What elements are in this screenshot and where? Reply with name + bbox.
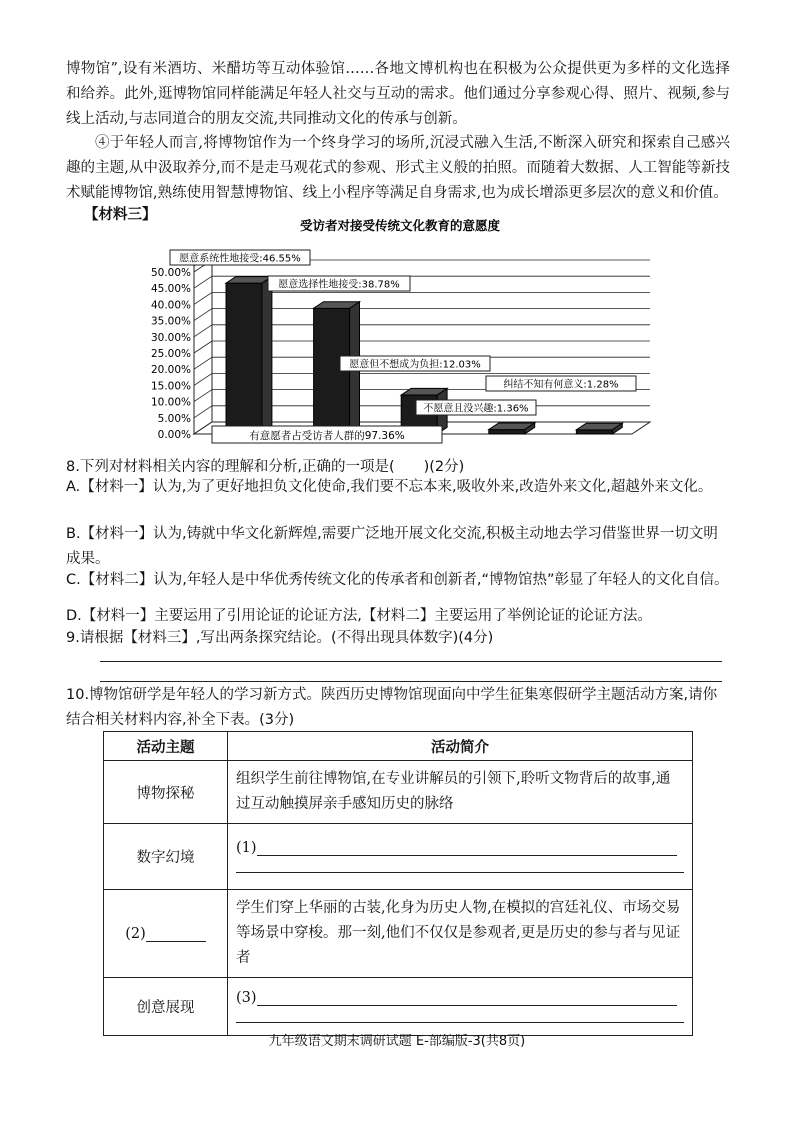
y-tick-label: 40.00% xyxy=(150,299,191,312)
theme-museum-explore: 博物探秘 xyxy=(104,761,228,824)
grid-diagonal xyxy=(194,390,212,402)
activity-plan-table xyxy=(103,731,693,1036)
y-tick-label: 30.00% xyxy=(150,331,191,344)
question-8-option-c[interactable]: C.【材料二】认为,年轻人是中华优秀传统文化的传承者和创新者,“博物馆热”彰显了年轻人的文化自信。 xyxy=(66,572,729,588)
data-label: 不愿意且没兴趣:1.36% xyxy=(423,403,529,415)
grid-diagonal xyxy=(194,276,212,288)
willingness-bar-chart xyxy=(140,214,660,450)
y-tick-label: 15.00% xyxy=(150,380,191,393)
chart-y-axis xyxy=(151,267,191,441)
grid-diagonal xyxy=(194,325,212,337)
data-label: 愿意选择性地接受:38.78% xyxy=(278,279,400,291)
question-8-option-b[interactable]: B.【材料一】认为,铸就中华文化新辉煌,需要广泛地开展文化交流,积极主动地去学习借鉴世界一切文明成果。 xyxy=(66,526,718,567)
desc-costume: 学生们穿上华丽的古装,化身为历史人物,在模拟的宫廷礼仪、市场交易等场景中穿梭。那一刻,他们不仅仅是参观者,更是历史的参与者与见证者 xyxy=(228,890,693,978)
annotation-text: 有意愿者占受访者人群的97.36% xyxy=(249,430,405,442)
data-label: 愿意但不想成为负担:12.03% xyxy=(349,359,481,371)
q9-answer-line-2[interactable] xyxy=(100,681,722,682)
answer-cell-1[interactable]: (1) xyxy=(228,824,693,890)
y-tick-label: 5.00% xyxy=(157,412,191,425)
grid-diagonal xyxy=(194,341,212,353)
theme-creative: 创意展现 xyxy=(104,978,228,1036)
bar xyxy=(576,430,612,434)
q9-answer-line-1[interactable] xyxy=(100,661,722,662)
data-label: 愿意系统性地接受:46.55% xyxy=(179,253,301,265)
bar xyxy=(226,283,262,434)
header-theme: 活动主题 xyxy=(104,732,228,761)
question-8-option-d[interactable]: D.【材料一】主要运用了引用论证的论证方法,【材料二】主要运用了举例论证的论证方法。 xyxy=(66,608,652,624)
y-tick-label: 45.00% xyxy=(150,283,191,296)
grid-diagonal xyxy=(194,292,212,304)
y-tick-label: 50.00% xyxy=(150,267,191,279)
question-8-stem: 8.下列对材料相关内容的理解和分析,正确的一项是( )(2分) xyxy=(66,459,465,475)
grid-diagonal xyxy=(194,357,212,369)
paragraph-4: ④于年轻人而言,将博物馆作为一个终身学习的场所,沉浸式融入生活,不断深入研究和探索自己感兴趣的主题,从中汲取养分,而不是走马观花式的参观、形式主义般的拍照。而随着大数据、人工智能等新技术赋能博物馆,熟练使用智慧博物馆、线上小程序等满足自身需求,也为成长增添更多层次的意义和价值。 xyxy=(66,135,730,201)
question-10-stem: 10.博物馆研学是年轻人的学习新方式。陕西历史博物馆现面向中学生征集寒假研学主题活动方案,请你结合相关材料内容,补全下表。(3分) xyxy=(66,687,718,728)
y-tick-label: 0.00% xyxy=(157,429,191,441)
question-9-stem: 9.请根据【材料三】,写出两条探究结论。(不得出现具体数字)(4分) xyxy=(66,630,494,646)
chart-title: 受访者对接受传统文化教育的意愿度 xyxy=(299,218,501,233)
theme-digital: 数字幻境 xyxy=(104,824,228,890)
grid-diagonal xyxy=(194,373,212,385)
y-tick-label: 10.00% xyxy=(150,396,191,409)
material3-heading: 【材料三】 xyxy=(84,207,157,223)
bar-side xyxy=(262,277,272,434)
answer-cell-3[interactable]: (3) xyxy=(228,978,693,1036)
bar xyxy=(489,430,525,434)
y-tick-label: 20.00% xyxy=(150,364,191,377)
chart-annotation xyxy=(212,426,442,443)
header-desc: 活动简介 xyxy=(228,732,693,761)
data-label: 纠结不知有何意义:1.28% xyxy=(503,379,619,391)
question-8-option-a[interactable]: A.【材料一】认为,为了更好地担负文化使命,我们要不忘本来,吸收外来,改造外来文化,超越外来文化。 xyxy=(66,479,713,495)
paragraph-museum: 博物馆”,设有米酒坊、米醋坊等互动体验馆……各地文博机构也在积极为公众提供更为多样的文化选择和给养。此外,逛博物馆同样能满足年轻人社交与互动的需求。他们通过分享参观心得、照片、视频,参与线上活动,与志同道合的朋友交流,共同推动文化的传承与创新。 xyxy=(66,61,730,127)
y-tick-label: 35.00% xyxy=(150,315,191,328)
y-tick-label: 25.00% xyxy=(150,348,191,360)
page-footer: 九年级语文期末调研试题 E-部编版-3(共8页) xyxy=(268,1034,526,1049)
grid-diagonal xyxy=(194,309,212,321)
desc-museum-explore: 组织学生前往博物馆,在专业讲解员的引领下,聆听文物背后的故事,通过互动触摸屏亲手感知历史的脉络 xyxy=(228,761,693,824)
answer-cell-2[interactable]: (2) xyxy=(104,890,228,978)
grid-diagonal xyxy=(194,406,212,418)
side-wall xyxy=(194,254,212,434)
